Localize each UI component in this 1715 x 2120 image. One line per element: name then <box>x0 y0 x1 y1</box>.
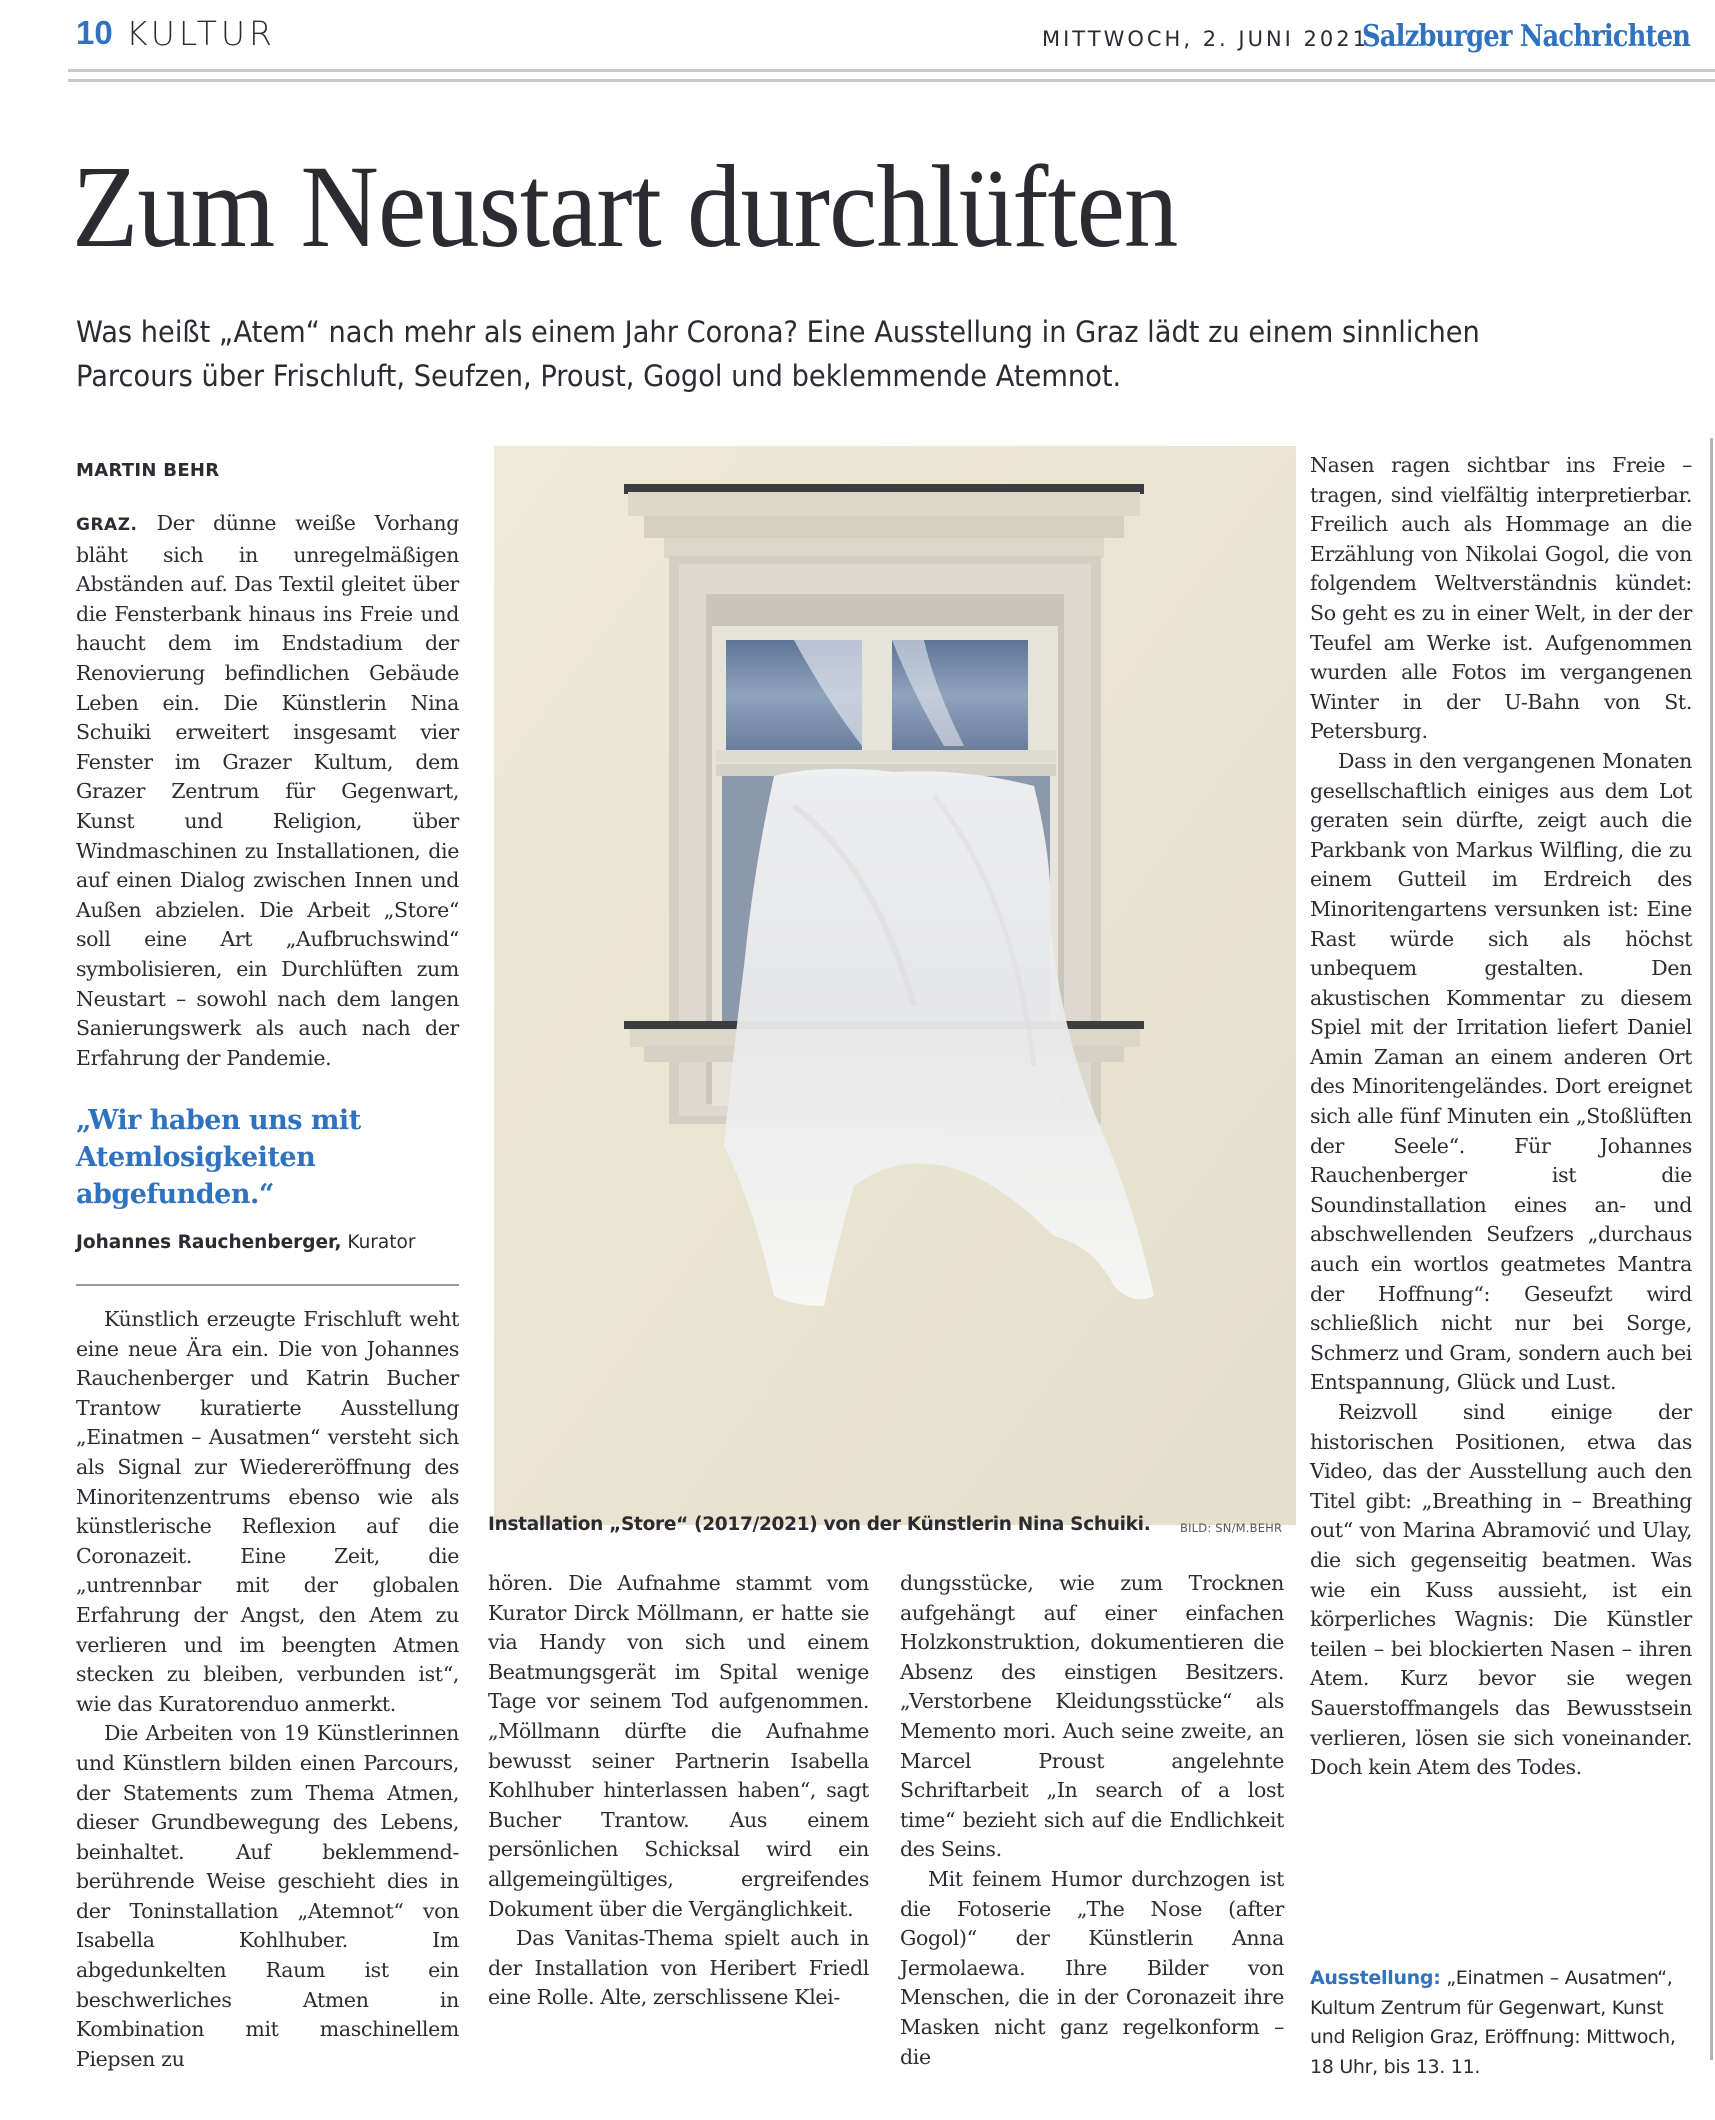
dateline: GRAZ. <box>76 515 138 535</box>
pull-quote-role: Kurator <box>347 1232 416 1253</box>
subheadline: Was heißt „Atem“ nach mehr als einem Jahr Corona? Eine Ausstellung in Graz lädt zu einem sinnlichen Parcours über Frischluft, Seufzen, Proust, Gogol und beklemmende Atemnot. <box>76 315 1480 393</box>
column-1-body <box>76 1305 459 2074</box>
exhibition-info-label: Ausstellung: <box>1310 1967 1441 1989</box>
issue-date: MITTWOCH, 2. JUNI 2021 <box>1042 27 1369 51</box>
paragraph: Reizvoll sind einige der historischen Positionen, etwa das Video, das der Ausstellung auch den Titel gibt: „Breathing in – Breathing out“ von Marina Abramović und Ulay, die sich gegenseitig beatmen. Was wie ein Kuss aussieht, ist ein körperliches Wagnis: Die Künstler teilen – bei blockierten Nasen – ihren Atem. Kurz bevor sie wegen Sauerstoffmangels das Bewusstsein verlieren, lösen sie sich voneinander. Doch kein Atem des Todes. <box>1310 1400 1692 1780</box>
header-rule-bottom <box>68 79 1715 82</box>
column-2-body <box>488 1569 869 2013</box>
column-4-body <box>1310 451 1692 1783</box>
author-byline: MARTIN BEHR <box>76 460 220 481</box>
pull-quote: „Wir haben uns mit Atemlosigkeiten abgefunden.“ <box>76 1105 361 1210</box>
headline: Zum Neustart durchlüften <box>72 141 1178 272</box>
pull-quote-speaker: Johannes Rauchenberger, <box>76 1232 342 1253</box>
paragraph: Künstlich erzeugte Frischluft weht eine neue Ära ein. Die von Johannes Rauchenberger und Katrin Bucher Trantow kuratierte Ausstellung „Einatmen – Ausatmen“ versteht sich als Signal zur Wiedereröffnung des Minoritenzentrums ebenso wie als künstlerische Reflexion auf die Coronazeit. Eine Zeit, die „untrennbar mit der globalen Erfahrung der Angst, den Atem zu verlieren und im beengten Atmen stecken zu bleiben, verbunden ist“, wie das Kuratorenduo anmerkt. <box>76 1307 459 1716</box>
paragraph: Mit feinem Humor durchzogen ist die Fotoserie „The Nose (after Gogol)“ der Künstlerin Anna Jermolaewa. Ihre Bilder von Menschen, die in der Coronazeit ihre Masken nicht ganz regelkonform – die <box>900 1866 1284 2069</box>
publication-logo: Salzburger Nachrichten <box>1362 19 1691 54</box>
pull-quote-rule <box>76 1284 459 1286</box>
column-divider <box>1710 438 1713 2060</box>
paragraph: Das Vanitas-Thema spielt auch in der Installation von Heribert Friedl eine Rolle. Alte, zerschlissene Klei- <box>488 1926 869 2010</box>
lead-paragraph <box>76 509 459 1073</box>
paragraph: Dass in den vergangenen Monaten gesellschaftlich einiges aus dem Lot geraten sein dürfte, zeigt auch die Parkbank von Markus Wilfling, die zu einem Gutteil im Erdreich des Minoritengartens versunken ist: Eine Rast würde sich als höchst unbequem gestalten. Den akustischen Kommentar zu diesem Spiel mit der Irritation liefert Daniel Amin Zaman an einem anderen Ort des Minoritengeländes. Dort ereignet sich alle fünf Minuten ein „Stoßlüften der Seele“. Für Johannes Rauchenberger ist die Soundinstallation eines an- und abschwellenden Seufzers „durchaus auch ein wortlos geatmetes Mantra der Hoffnung“: Geseufzt wird schließlich nicht nur bei Sorge, Schmerz und Gram, sondern auch bei Entspannung, Glück und Lust. <box>1310 748 1692 1395</box>
paragraph: Nasen ragen sichtbar ins Freie – tragen, sind vielfältig interpretierbar. Freilich auch als Hommage an die Erzählung von Nikolai Gogol, die von folgendem Weltverständnis kündet: So geht es zu in einer Welt, in der der Teufel am Werke ist. Aufgenommen wurden alle Fotos im vergangenen Winter in der U-Bahn von St. Petersburg. <box>1310 453 1692 744</box>
article-photo <box>494 446 1296 1525</box>
exhibition-info-text: „Einatmen – Ausatmen“, Kultum Zentrum für Gegenwart, Kunst und Religion Graz, Eröffnung: Mittwoch, 18 Uhr, bis 13. 11. <box>1310 1967 1676 2078</box>
photo-caption: Installation „Store“ (2017/2021) von der Künstlerin Nina Schuiki. <box>488 1514 1151 1535</box>
exhibition-info-box <box>1310 1964 1692 2082</box>
pull-quote-attribution <box>76 1232 459 1253</box>
paragraph: hören. Die Aufnahme stammt vom Kurator Dirck Möllmann, er hatte sie via Handy von sich und einem Beatmungsgerät im Spital wenige Tage vor seinem Tod aufgenommen. „Möllmann dürfte die Aufnahme bewusst seiner Partnerin Isabella Kohlhuber hinterlassen haben“, sagt Bucher Trantow. Aus einem persönlichen Schicksal wird ein allgemeingültiges, ergreifendes Dokument über die Vergänglichkeit. <box>488 1571 869 1921</box>
lead-text: Der dünne weiße Vorhang bläht sich in unregelmäßigen Abständen auf. Das Textil gleitet über die Fensterbank hinaus ins Freie und haucht dem im Endstadium der Renovierung befindlichen Gebäude Leben ein. Die Künstlerin Nina Schuiki erweitert insgesamt vier Fenster im Grazer Kultum, dem Grazer Zentrum für Gegenwart, Kunst und Religion, über Windmaschinen zu Installationen, die auf einen Dialog zwischen Innen und Außen abzielen. Die Arbeit „Store“ soll eine Art „Aufbruchswind“ symbolisieren, ein Durchlüften zum Neustart – sowohl nach dem langen Sanierungswerk als auch nach der Erfahrung der Pandemie. <box>76 511 460 1070</box>
section-title: KULTUR <box>126 14 276 53</box>
window-curtain-image <box>494 446 1296 1525</box>
photo-credit: BILD: SN/M.BEHR <box>1180 1521 1283 1535</box>
column-3-body <box>900 1569 1284 2072</box>
paragraph: dungsstücke, wie zum Trocknen aufgehängt auf einer einfachen Holzkonstruktion, dokumentieren die Absenz des einstigen Besitzers. „Verstorbene Kleidungsstücke“ als Memento mori. Auch seine zweite, an Marcel Proust angelehnte Schriftarbeit „In search of a lost time“ bezieht sich auf die Endlichkeit des Seins. <box>900 1571 1284 1862</box>
paragraph: Die Arbeiten von 19 Künstlerinnen und Künstlern bilden einen Parcours, der Statements zum Thema Atmen, dieser Grundbewegung des Lebens, beinhaltet. Auf beklemmend-berührende Weise geschieht dies in der Toninstallation „Atemnot“ von Isabella Kohlhuber. Im abgedunkelten Raum ist ein beschwerliches Atmen in Kombination mit maschinellem Piepsen zu <box>76 1721 459 2071</box>
page-number: 10 <box>76 14 113 51</box>
header-rule-top <box>68 69 1715 72</box>
